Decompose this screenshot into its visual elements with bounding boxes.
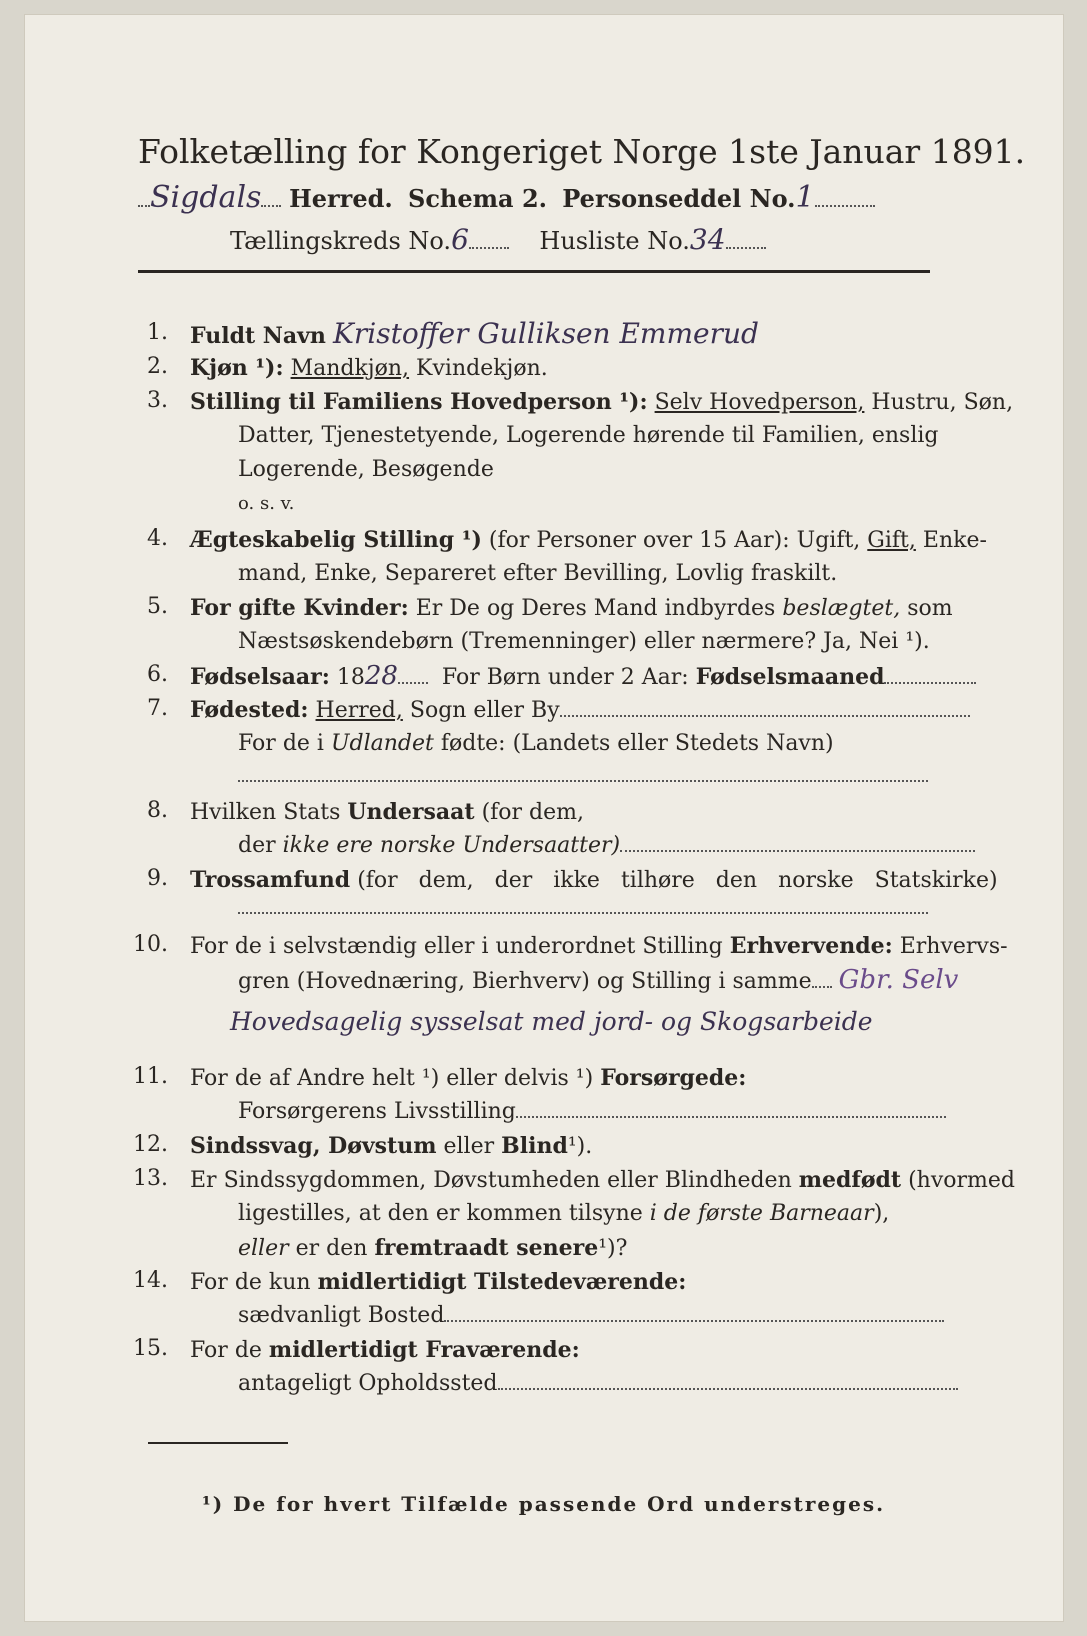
item-9: [190, 866, 998, 895]
item-text: ligestilles, at den er kommen tilsyne: [238, 1201, 643, 1226]
item-11: [190, 1064, 746, 1093]
item-text: Er Sindssygdommen, Døvstumheden eller Blindheden: [190, 1168, 792, 1193]
item-8: [190, 798, 584, 827]
occupation-detail-value: Hovedsagelig sysselsat med jord- og Skogsarbeide: [230, 1007, 873, 1036]
item-number: 15.: [133, 1336, 168, 1361]
item-text: For de i selvstændig eller i underordnet Stilling: [190, 934, 723, 959]
item-2: [190, 354, 548, 383]
item-7: [190, 696, 970, 725]
kreds-row: [230, 223, 766, 256]
item-14: [190, 1268, 686, 1297]
item-number: 8.: [147, 798, 168, 823]
item-text: ¹)?: [598, 1236, 628, 1261]
item-text: For Børn under 2 Aar:: [441, 665, 689, 690]
item-9-blank: [238, 894, 928, 922]
item-5: [190, 594, 953, 623]
item-text: der: [238, 833, 276, 858]
husliste-value: 34: [689, 223, 726, 256]
item-text: For de: [190, 1338, 262, 1363]
item-text: Blind: [501, 1133, 568, 1159]
item-number: 1.: [147, 320, 168, 345]
item-13: [190, 1166, 1015, 1195]
item-text: For de kun: [190, 1270, 311, 1295]
form-title: Folketælling for Kongeriget Norge 1ste Januar 1891.: [138, 132, 1026, 171]
item-label: Erhvervende:: [729, 933, 893, 959]
occupation-value: Gbr. Selv: [838, 965, 959, 995]
item-number: 11.: [133, 1064, 168, 1089]
option-selected: Herred,: [315, 698, 403, 723]
item-number: 9.: [147, 866, 168, 891]
item-text: ikke ere norske Undersaatter): [282, 833, 621, 858]
item-number: 5.: [147, 594, 168, 619]
item-text: (for dem,: [481, 800, 585, 825]
item-label: Trossamfund: [190, 867, 351, 893]
item-4: [190, 526, 987, 555]
item-label: Fødselsaar:: [190, 664, 330, 690]
item-11-line-2: [238, 1098, 946, 1126]
option-selected: Selv Hovedperson,: [654, 390, 865, 415]
item-label: midlertidigt Tilstedeværende:: [317, 1269, 687, 1295]
item-12: [190, 1132, 592, 1161]
item-label: midlertidigt Fraværende:: [268, 1337, 580, 1363]
item-text: (for Personer over 15 Aar): Ugift,: [488, 528, 861, 553]
item-label: Forsørgede:: [600, 1065, 747, 1091]
census-form: [24, 14, 1064, 1622]
schema-label: Schema 2.: [407, 184, 548, 213]
item-number: 12.: [133, 1132, 168, 1157]
item-text: fødte: (Landets eller Stedets Navn): [440, 731, 834, 756]
kreds-label: Tællingskreds No.: [230, 227, 452, 255]
item-text: sædvanligt Bosted: [238, 1303, 445, 1328]
item-number: 2.: [147, 354, 168, 379]
item-text: Sogn eller By: [409, 698, 560, 723]
item-text: er den: [295, 1236, 368, 1261]
item-10-line-3: [230, 1008, 873, 1038]
option-selected: Mandkjøn,: [290, 356, 410, 381]
item-label: Sindssvag, Døvstum: [190, 1133, 437, 1159]
item-10-line-2: [238, 966, 958, 996]
item-text: Hvilken Stats: [190, 800, 341, 825]
item-number: 6.: [147, 662, 168, 687]
item-text: Forsørgerens Livsstilling: [238, 1099, 516, 1124]
herred-label: Herred.: [289, 184, 393, 213]
item-4-line-2: mand, Enke, Separeret efter Bevilling, Lovlig fraskilt.: [238, 561, 838, 586]
herred-value: Sigdals: [150, 180, 262, 215]
item-text: Fødselsmaaned: [695, 664, 885, 690]
item-number: 13.: [133, 1166, 168, 1191]
item-text: som: [907, 596, 953, 621]
item-label: Stilling til Familiens Hovedperson ¹):: [190, 389, 648, 415]
item-10: [190, 932, 1008, 961]
item-7-line-2: [238, 730, 834, 758]
kreds-value: 6: [451, 223, 469, 256]
item-text: Enke-: [922, 528, 987, 553]
item-text: For de af Andre helt ¹) eller delvis ¹): [190, 1066, 594, 1091]
item-15-line-2: [238, 1370, 958, 1398]
item-number: 4.: [147, 526, 168, 551]
item-text: ¹).: [567, 1134, 593, 1159]
item-label: medfødt: [798, 1167, 902, 1193]
item-15: [190, 1336, 580, 1365]
option: Kvindekjøn.: [416, 356, 548, 381]
item-label: Undersaat: [347, 799, 475, 825]
item-7-blank: [238, 762, 928, 790]
item-3-line-2: Datter, Tjenestetyende, Logerende hørende til Familien, enslig: [238, 423, 939, 448]
option: Hustru, Søn,: [871, 390, 1014, 415]
item-text: beslægtet,: [782, 596, 901, 621]
item-text: fremtraadt senere: [374, 1235, 599, 1261]
item-text: Erhvervs-: [899, 934, 1008, 959]
item-text: Udlandet: [330, 731, 434, 756]
birth-year-value: 28: [364, 661, 398, 691]
item-label: Fødested:: [190, 697, 309, 723]
item-label: For gifte Kvinder:: [190, 595, 409, 621]
item-number: 14.: [133, 1268, 168, 1293]
item-text: (for dem, der ikke tilhøre den norske Statskirke): [357, 868, 998, 893]
item-text: antageligt Opholdssted: [238, 1371, 498, 1396]
item-3-line-3: Logerende, Besøgende: [238, 457, 494, 482]
item-label: Fuldt Navn: [190, 323, 326, 349]
item-text: ),: [873, 1201, 890, 1226]
item-number: 10.: [133, 932, 168, 957]
item-13-line-3: [238, 1234, 627, 1263]
item-number: 7.: [147, 696, 168, 721]
item-3: [190, 388, 1013, 417]
personseddel-label: Personseddel No.: [562, 184, 796, 213]
year-prefix: 18: [336, 665, 365, 690]
footnote: ¹) De for hvert Tilfælde passende Ord understreges.: [202, 1492, 886, 1516]
personseddel-value: 1: [795, 180, 815, 215]
item-text: eller: [238, 1236, 289, 1261]
item-text: Er De og Deres Mand indbyrdes: [415, 596, 776, 621]
item-8-line-2: [238, 832, 975, 860]
option-selected: Gift,: [867, 528, 916, 553]
item-1: [190, 317, 759, 351]
item-text: i de første Barneaar: [649, 1201, 874, 1226]
item-label: Ægteskabelig Stilling ¹): [190, 527, 482, 553]
header-rule: [138, 270, 930, 273]
item-number: 3.: [147, 388, 168, 413]
item-text: eller: [443, 1134, 495, 1159]
herred-row: [138, 180, 875, 215]
item-text: For de i: [238, 731, 324, 756]
item-6: [190, 662, 976, 692]
item-text: gren (Hovednæring, Bierhverv) og Stilling i samme: [238, 969, 812, 994]
name-value: Kristoffer Gulliksen Emmerud: [332, 317, 759, 350]
item-14-line-2: [238, 1302, 944, 1330]
husliste-label: Husliste No.: [539, 227, 690, 255]
item-3-line-4: o. s. v.: [238, 493, 295, 514]
item-text: (hvormed: [908, 1168, 1015, 1193]
item-5-line-2: Næstsøskendebørn (Tremenninger) eller nærmere? Ja, Nei ¹).: [238, 629, 930, 654]
item-label: Kjøn ¹):: [190, 355, 284, 381]
footnote-rule: [148, 1442, 288, 1444]
item-13-line-2: [238, 1200, 889, 1228]
